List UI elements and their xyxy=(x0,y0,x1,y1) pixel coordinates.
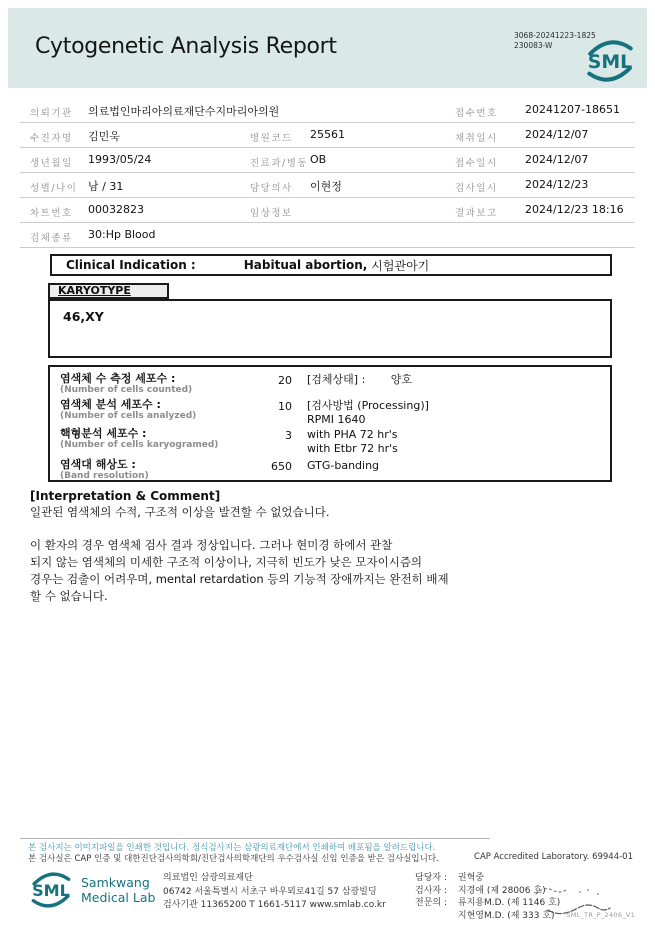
interpretation-section xyxy=(30,488,449,605)
lab-address: 06742 서울특별시 서초구 바우뫼로41길 57 삼광빌딩 xyxy=(163,886,377,897)
stats-row-cells-analyzed xyxy=(60,399,610,428)
field-value: 의료법인마리아의료재단수지마리아의원 xyxy=(88,105,280,118)
stat-label-ko: 염색대 해상도 : xyxy=(60,458,136,471)
processing-method-label: [검사방법 (Processing)] xyxy=(307,399,429,412)
staff-name: 권혁중 xyxy=(457,873,484,883)
field-label: 접수번호 xyxy=(455,108,498,119)
field-label: 접수일시 xyxy=(455,158,498,169)
footer-notice-accreditation: 본 검사실은 CAP 인증 및 대한진단검사의학회/진단검사의학재단의 우수검사실 신임 인증을 받은 검사실입니다. xyxy=(28,854,439,864)
sml-logo-icon xyxy=(583,36,637,86)
karyotype-result: 46,XY xyxy=(63,309,104,324)
footer-divider xyxy=(20,838,490,839)
stat-label-en: (Number of cells karyogramed) xyxy=(60,440,219,450)
staff-name: 지현영M.D. (제 333 호) xyxy=(457,910,555,921)
stat-label-ko: 염색체 수 측정 세포수 : xyxy=(60,372,176,385)
field-label: 진료과/병동 xyxy=(250,158,309,169)
interpretation-line: 할 수 없습니다. xyxy=(30,589,108,603)
table-row xyxy=(20,173,635,198)
table-row xyxy=(20,148,635,173)
field-value: 2024/12/07 xyxy=(525,128,589,141)
staff-role-label: 담당자 : xyxy=(415,873,447,883)
field-label: 의뢰기관 xyxy=(30,108,73,119)
stat-label-en: (Band resolution) xyxy=(60,471,149,481)
table-row xyxy=(20,198,635,223)
processing-method-line: RPMI 1640 xyxy=(307,413,366,426)
table-row xyxy=(20,223,635,248)
stats-row-cells-counted xyxy=(60,373,610,399)
stat-label-ko: 핵형분석 세포수 : xyxy=(60,427,147,440)
field-label: 수진자명 xyxy=(30,133,73,144)
field-label: 검체종류 xyxy=(30,233,73,244)
stat-label-en: (Number of cells analyzed) xyxy=(60,411,197,421)
stat-label-ko: 염색체 분석 세포수 : xyxy=(60,398,161,411)
clinical-indication-value-ko: 시험관아기 xyxy=(371,258,430,273)
footer-lab-logo xyxy=(28,869,155,911)
lab-name: Samkwang Medical Lab xyxy=(81,875,156,905)
clinical-indication-label: Clinical Indication : xyxy=(66,258,196,272)
field-value: 남 / 31 xyxy=(88,180,124,193)
specimen-id-line1: 3068-20241223-1825 xyxy=(514,31,596,40)
analysis-stats-box xyxy=(48,365,612,482)
footer-notice-print: 본 검사지는 이미지파일을 인쇄한 것입니다. 정식검사지는 삼광의료재단에서 인쇄하여 배포됨을 알려드립니다. xyxy=(28,843,436,853)
stat-value: 20 xyxy=(278,374,292,387)
stat-value: 3 xyxy=(285,429,292,442)
lab-contact: 검사기관 11365200 T 1661-5117 www.smlab.co.kr xyxy=(163,900,386,910)
field-value: 2024/12/23 xyxy=(525,178,589,191)
processing-method-line: with Etbr 72 hr's xyxy=(307,442,398,455)
cap-accreditation-text: CAP Accredited Laboratory. 69944-01 xyxy=(474,852,633,862)
clinical-indication-value: Habitual abortion, xyxy=(243,258,368,272)
field-label: 결과보고 xyxy=(455,208,498,219)
document-code: SML_TR_P_2406_V1 xyxy=(566,911,635,919)
page-title: Cytogenetic Analysis Report xyxy=(35,34,337,59)
field-value: 이현정 xyxy=(310,180,342,193)
table-row xyxy=(20,98,635,123)
processing-method-line: with PHA 72 hr's xyxy=(307,428,398,441)
processing-method-line: GTG-banding xyxy=(307,459,380,472)
staff-name: 류지용M.D. (제 1146 호) xyxy=(457,898,561,908)
field-value: 2024/12/23 18:16 xyxy=(525,203,624,216)
stat-value: 650 xyxy=(271,460,292,473)
karyotype-result-box xyxy=(48,299,612,358)
karyotype-section-tab: KARYOTYPE xyxy=(48,283,169,299)
field-label: 담당의사 xyxy=(250,183,293,194)
field-value: 25561 xyxy=(310,128,345,141)
staff-role-label: 전문의 : xyxy=(415,898,447,908)
interpretation-paragraph xyxy=(30,537,449,605)
field-value: 20241207-18651 xyxy=(525,103,620,116)
sml-logo-text: SML xyxy=(32,881,70,901)
field-value: 2024/12/07 xyxy=(525,153,589,166)
sml-logo-icon xyxy=(28,869,74,911)
stats-row-band-resolution xyxy=(60,459,610,484)
specimen-status-label: [검체상태] : xyxy=(307,373,366,386)
interpretation-line: 이 환자의 경우 염색체 검사 결과 정상입니다. 그러나 현미경 하에서 관찰 xyxy=(30,538,393,552)
interpretation-heading: [Interpretation & Comment] xyxy=(30,489,221,503)
specimen-id-line2: 230083-W xyxy=(514,40,553,50)
interpretation-line: 일관된 염색체의 수적, 구조적 이상을 발견할 수 없었습니다. xyxy=(30,505,330,519)
field-label: 병원코드 xyxy=(250,133,293,144)
table-row xyxy=(20,123,635,148)
field-label: 생년월일 xyxy=(30,158,73,169)
specimen-status-value: 양호 xyxy=(390,373,413,386)
clinical-indication-box xyxy=(50,254,612,276)
field-value: 30:Hp Blood xyxy=(88,228,156,241)
lab-address-block xyxy=(163,872,386,913)
field-label: 검사일시 xyxy=(455,183,498,194)
stat-label-en: (Number of cells counted) xyxy=(60,385,193,395)
field-value: 00032823 xyxy=(88,203,144,216)
staff-name: 지경애 (제 28006 호) xyxy=(457,885,546,896)
interpretation-line: 되지 않는 염색체의 미세한 구조적 이상이나, 지극히 빈도가 낮은 모자이시즘의 xyxy=(30,555,423,569)
field-value: OB xyxy=(310,153,327,166)
field-value: 김민욱 xyxy=(88,130,120,143)
field-label: 임상정보 xyxy=(250,208,293,219)
staff-role-label: 검사자 : xyxy=(415,885,447,896)
field-label: 차트번호 xyxy=(30,208,73,219)
lab-org-name: 의료법인 삼광의료재단 xyxy=(163,873,253,883)
patient-info-table xyxy=(20,98,635,248)
stat-value: 10 xyxy=(278,400,292,413)
sml-logo-text: SML xyxy=(587,51,633,74)
field-label: 성별/나이 xyxy=(30,183,78,194)
field-label: 채취일시 xyxy=(455,133,498,144)
report-header xyxy=(8,8,647,88)
interpretation-line: 경우는 검출이 어려우며, mental retardation 등의 기능적 장애까지는 완전히 배제 xyxy=(30,572,449,586)
stats-row-cells-karyogramed xyxy=(60,428,610,459)
field-value: 1993/05/24 xyxy=(88,153,152,166)
